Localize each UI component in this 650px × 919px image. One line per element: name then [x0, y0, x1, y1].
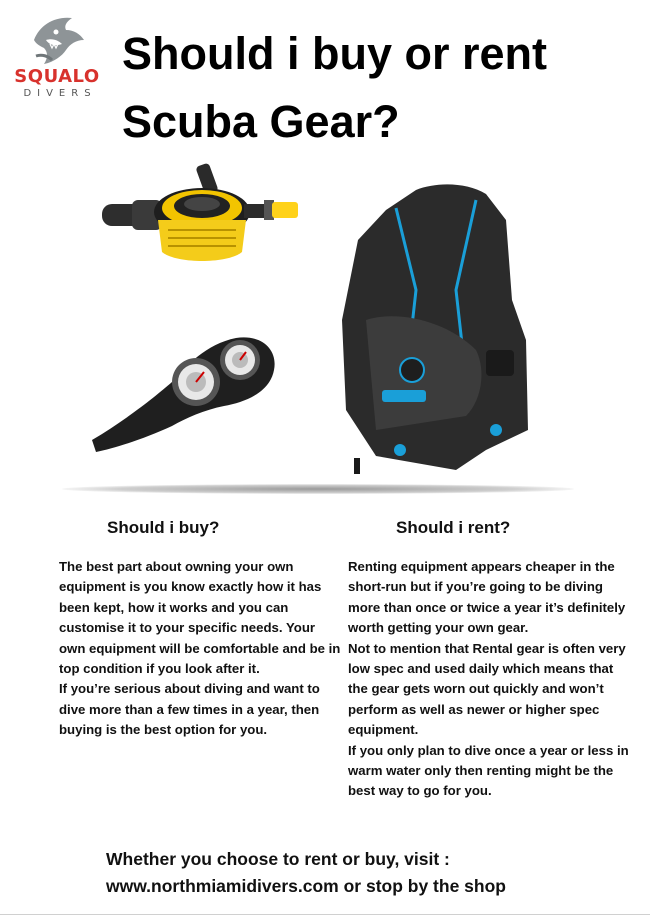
buy-heading: Should i buy? [107, 518, 220, 537]
title-line-2: Scuba Gear? [122, 96, 400, 147]
cta-website: www.northmiamidivers.com or stop by the shop [106, 876, 506, 896]
logo-wordmark: SQUALO [14, 66, 100, 87]
logo [8, 10, 106, 102]
rent-paragraph: If you only plan to dive once a year or less in warm water only then renting might be the best way to go for you. [348, 742, 629, 799]
regulator-image [96, 160, 306, 270]
title-line-1: Should i buy or rent [122, 28, 547, 79]
cta-line-1: Whether you choose to rent or buy, visit : [106, 849, 450, 869]
rent-paragraph: Not to mention that Rental gear is often very low spec and used daily which means that the gear gets worn out quickly and won’t perform as well as newer or higher spec equipment. [348, 640, 626, 738]
rent-heading: Should i rent? [396, 518, 511, 537]
buy-paragraph: If you’re serious about diving and want to dive more than a few times in a year, then buying is the best option for you. [59, 681, 320, 738]
buy-paragraph: The best part about owning your own equipment is you know exactly how it has been kept, how it works and you can customise it to your specific needs. Your own equipment will be comfortable and be in top condition if you look after it. [59, 559, 341, 677]
buy-column [59, 557, 341, 741]
bottom-rule [0, 914, 650, 915]
page-title [122, 20, 622, 156]
gauge-console-image [86, 330, 286, 460]
logo-subtext: DIVERS [23, 88, 97, 99]
rent-paragraph: Renting equipment appears cheaper in the short-run but if you’re going to be diving more than once or twice a year it’s definitely worth getting your own gear. [348, 559, 626, 636]
bcd-vest-image [336, 180, 536, 480]
rent-column [348, 557, 632, 802]
section-divider [62, 484, 574, 494]
call-to-action [106, 846, 626, 900]
shark-diver-icon [26, 10, 88, 66]
